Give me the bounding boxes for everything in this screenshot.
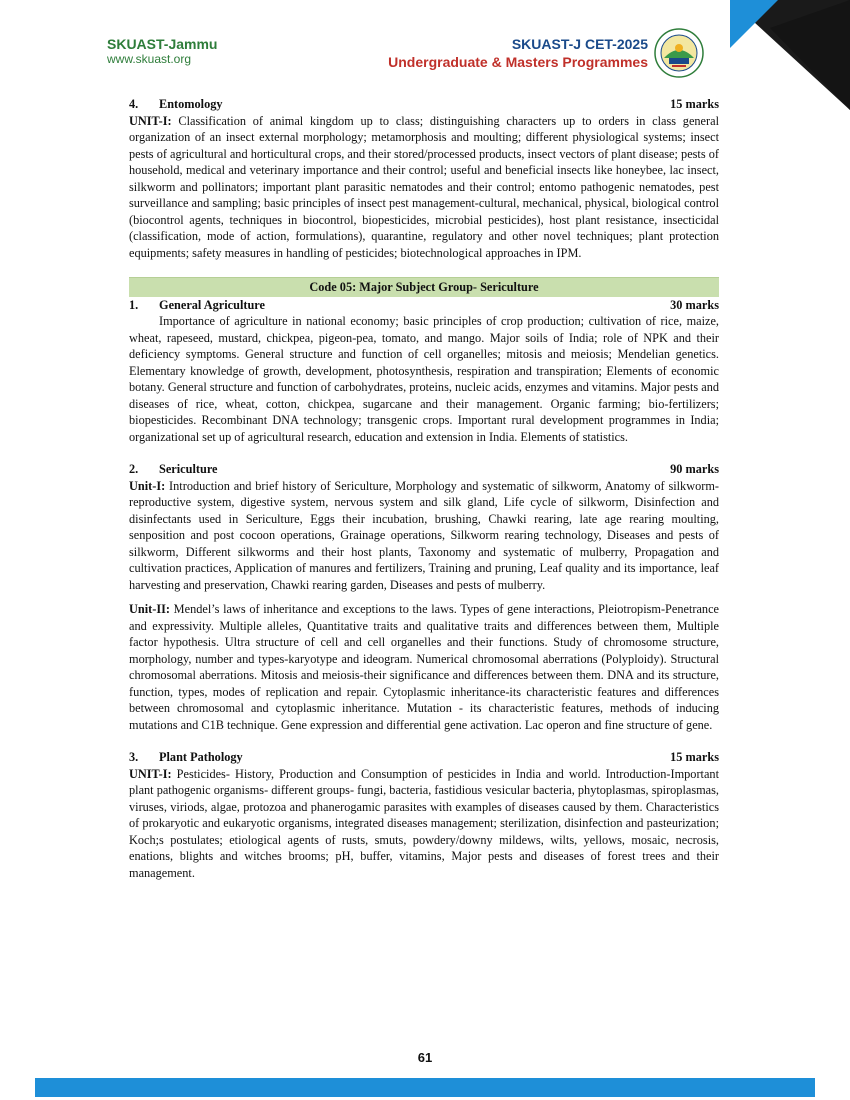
page-number: 61 (417, 1050, 433, 1065)
section-heading-plant-pathology (129, 749, 719, 766)
section-title: Entomology (159, 97, 223, 111)
section-heading-sericulture (129, 461, 719, 478)
section-heading-general-agriculture (129, 297, 719, 314)
header-right (388, 36, 648, 71)
exam-title: SKUAST-J CET-2025 (511, 36, 648, 52)
unit-label: UNIT-I: (129, 766, 172, 781)
footer-bar (35, 1078, 815, 1097)
unit-text: Mendel’s laws of inheritance and exceptions to the laws. Types of gene interactions, Pleiotropism-Penetrance and expressivity. Multiple alleles, Quantitative traits and qualitative traits and differences between them, Multiple factor hypothesis. Ultra structure of cell and cell organelles and their functions. Study of chromosome structure, morphology, number and types-karyotype and ideogram. Numerical chromosomal aberrations (Polyploidy). Structural chromosomal aberrations. Mitosis and meiosis-their significance and differences between them. DNA and its structure, function, types, modes of replication and repair. Cytoplasmic inheritance-its characteristic features and differences between chromosomal and cytoplasmic inheritance. Mutation - its characteristic features, methods of inducing mutations and C1B technique. Gene expression and differential gene activation. Lac operon and fine structure of gene. (129, 602, 719, 732)
section-marks: 15 marks (670, 750, 719, 764)
unit-text: Introduction and brief history of Sericulture, Morphology and systematic of silkworm, Anatomy of silkworm- reproductive system, digestive system, nervous system and silk gland, Life cycle of silkworm, Disinfection and disinfectants used in Sericulture, Eggs their incubation, brushing, Chawki rearing, late age rearing moulting, senposition and post cocoon operations, Grainage operations, Silkworm rearing technology, Diseases and pests of silkworm, Different silkworms and their host plants, Taxonomy and systematic of mulberry, Propagation and cultivation practices, Application of manures and fertilizers, Training and pruning, Leaf quality and its importance, leaf harvesting and preservation, Chawki rearing garden, Diseases and pests of mulberry. (129, 478, 719, 592)
syllabus-content (129, 96, 719, 881)
section-heading-entomology (129, 96, 719, 113)
section-marks: 90 marks (670, 462, 719, 476)
university-seal-icon (654, 28, 704, 78)
corner-triangle-decoration (730, 0, 850, 110)
section-number: 1. (129, 297, 139, 312)
section-title: General Agriculture (159, 297, 265, 312)
org-url[interactable]: www.skuast.org (107, 52, 192, 66)
unit-text: Classification of animal kingdom up to class; distinguishing characters up to orders in class general organization of an insect external morphology; metamorphosis and moulting; different physiological systems; insect pests of agricultural and horticultural crops, and their stored/processed products, insect vectors of plant disease; pests of household, medical and veterinary importance and their control; useful and beneficial insects like honeybee, lac insect, silkworm and pollinators; important plant parasitic nematodes and their control; entomo pathogenic nematodes, pest surveillance and sampling; basic principles of insect pest management-cultural, mechanical, physical, biological control (biocontrol agents, techniques in biocontrol, biopesticides, microbial pesticides), host plant resistance, insecticidal (classification, mode of action, formulations), quarantine, regulatory and other novel techniques; plant protection equipments; safety measures in handling of pesticides; biotechnological approaches in IPM. (129, 113, 719, 260)
entomology-unit-1 (129, 113, 719, 262)
section-title: Sericulture (159, 462, 218, 476)
sericulture-unit-2 (129, 601, 719, 733)
section-number: 4. (129, 97, 139, 111)
sericulture-unit-1 (129, 478, 719, 594)
unit-label: Unit-II: (129, 602, 170, 616)
section-marks: 30 marks (670, 297, 719, 312)
unit-text: Pesticides- History, Production and Consumption of pesticides in India and world. Introduction-Important plant pathogenic organisms- different groups- fungi, bacteria, fastidious vesicular bacteria, phytoplasmas, spiroplasmas, viruses, viriods, algae, protozoa and phanerogamic parasites with examples of diseases caused by them. Characteristics of prokaryotic and eukaryotic organisms, integrated diseases management; sterilization, disinfection and pasteurization; Koch;s postulates; etiological agents of rusts, smuts, powdery/downy mildews, wilts, yellows, mosaic, necrosis, enations, blights and witches brooms; pH, buffer, vitamins, Major pests and diseases of forest trees and their management. (129, 766, 719, 880)
org-name: SKUAST-Jammu (107, 36, 218, 52)
unit-label: UNIT-I: (129, 113, 172, 128)
plant-pathology-unit-1 (129, 766, 719, 882)
exam-subtitle: Undergraduate & Masters Programmes (388, 54, 648, 70)
section-marks: 15 marks (670, 97, 719, 111)
section-number: 2. (129, 462, 139, 476)
header-left (107, 36, 217, 66)
unit-label: Unit-I: (129, 478, 166, 493)
code-bar-heading: Code 05: Major Subject Group- Sericulture (129, 277, 719, 297)
section-number: 3. (129, 750, 139, 764)
section-title: Plant Pathology (159, 750, 243, 764)
general-agriculture-text: Importance of agriculture in national economy; basic principles of crop production; cultivation of rice, maize, wheat, rapeseed, mustard, chickpea, pigeon-pea, tomato, and mango. Major soils of India; role of NPK and their deficiency symptoms. General structure and function of cell organelles; mitosis and meiosis; Mendelian genetics. Elementary knowledge of growth, development, photosynthesis, respiration and transpiration; Elements of economic botany. General structure and function of carbohydrates, proteins, nucleic acids, enzymes and vitamins. Major pests and diseases of rice, wheat, cotton, chickpea, sugarcane and their management. Organic farming; bio-fertilizers; biopesticides. Recombinant DNA technology; transgenic crops. Important rural development programmes in India; organizational set up of agricultural research, education and extension in India. Elements of statistics. (129, 314, 719, 444)
